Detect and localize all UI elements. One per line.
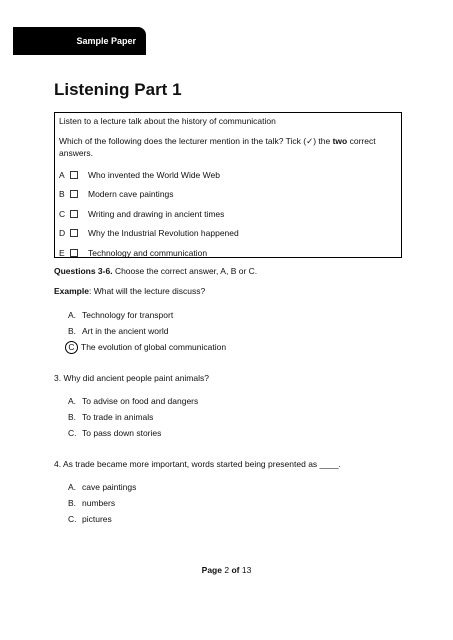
option-letter: A.	[68, 310, 77, 320]
tick-glyph: ✓	[306, 136, 314, 146]
checkbox-a[interactable]	[70, 171, 78, 179]
question-post: correct answers.	[59, 136, 376, 158]
list-item[interactable]	[68, 323, 226, 339]
option-text: pictures	[82, 514, 112, 524]
list-item[interactable]	[68, 495, 136, 511]
questions-range: Questions 3-6.	[54, 266, 113, 276]
option-letter: A	[59, 169, 65, 180]
option-text: Who invented the World Wide Web	[88, 169, 220, 180]
checkbox-d[interactable]	[70, 229, 78, 237]
list-item[interactable]	[68, 409, 198, 425]
question-mid: ) the	[313, 136, 333, 146]
option-letter: B.	[68, 326, 77, 336]
option-letter: B	[59, 189, 65, 200]
example-question	[54, 286, 205, 296]
option-letter: B.	[68, 412, 77, 422]
question-text	[59, 135, 397, 159]
list-item[interactable]	[68, 425, 198, 441]
list-item[interactable]	[68, 511, 136, 527]
option-letter: E	[59, 247, 65, 258]
question-pre: Which of the following does the lecturer mention in the talk? Tick (	[59, 136, 307, 146]
checkbox-e[interactable]	[70, 249, 78, 257]
option-text: To pass down stories	[82, 428, 162, 438]
questions-3-6-heading	[54, 266, 257, 276]
option-text: cave paintings	[82, 482, 137, 492]
current-page: 2	[224, 565, 230, 575]
option-text: Why the Industrial Revolution happened	[88, 228, 239, 239]
option-letter: A.	[68, 396, 77, 406]
list-item[interactable]	[68, 479, 136, 495]
list-item[interactable]	[68, 393, 198, 409]
option-letter: C.	[68, 428, 77, 438]
banner-label: Sample Paper	[76, 36, 136, 46]
option-text: Technology for transport	[82, 310, 174, 320]
question-4: 4. As trade became more important, words started being presented as ____.	[54, 459, 341, 469]
option-text: To trade in animals	[82, 412, 154, 422]
option-letter: D	[59, 228, 66, 239]
option-text: The evolution of global communication	[81, 342, 227, 352]
list-item[interactable]	[68, 339, 226, 355]
option-letter: A.	[68, 482, 77, 492]
option-letter: C	[59, 208, 66, 219]
list-item[interactable]	[68, 307, 226, 323]
example-label: Example	[54, 286, 89, 296]
example-text: : What will the lecture discuss?	[88, 286, 206, 296]
total-pages: 13	[241, 565, 252, 575]
checkbox-b[interactable]	[70, 190, 78, 198]
questions-instruction: Choose the correct answer, A, B or C.	[112, 266, 258, 276]
option-b	[59, 185, 397, 205]
circled-answer: C	[65, 341, 78, 354]
page-title: Listening Part 1	[54, 80, 182, 99]
option-text: Writing and drawing in ancient times	[88, 208, 225, 219]
part1-question-box	[54, 112, 402, 258]
option-a	[59, 165, 397, 185]
option-e	[59, 243, 397, 263]
page-of: of	[231, 565, 240, 575]
option-letter: C.	[68, 514, 77, 524]
option-d	[59, 224, 397, 244]
question-3-options	[68, 393, 198, 441]
option-text: To advise on food and dangers	[82, 396, 199, 406]
sample-paper-banner	[13, 27, 146, 55]
question-4-options	[68, 479, 136, 527]
option-text: Modern cave paintings	[88, 189, 174, 200]
page-number	[0, 565, 453, 575]
checkbox-c[interactable]	[70, 210, 78, 218]
example-options	[68, 307, 226, 355]
option-letter: B.	[68, 498, 77, 508]
option-c	[59, 204, 397, 224]
option-text: Technology and communication	[88, 247, 208, 258]
page-label: Page	[201, 565, 222, 575]
option-text: numbers	[82, 498, 116, 508]
option-text: Art in the ancient world	[82, 326, 169, 336]
question-3: 3. Why did ancient people paint animals?	[54, 373, 209, 383]
instruction-text: Listen to a lecture talk about the history of communication	[59, 116, 276, 126]
question-bold: two	[332, 136, 348, 146]
